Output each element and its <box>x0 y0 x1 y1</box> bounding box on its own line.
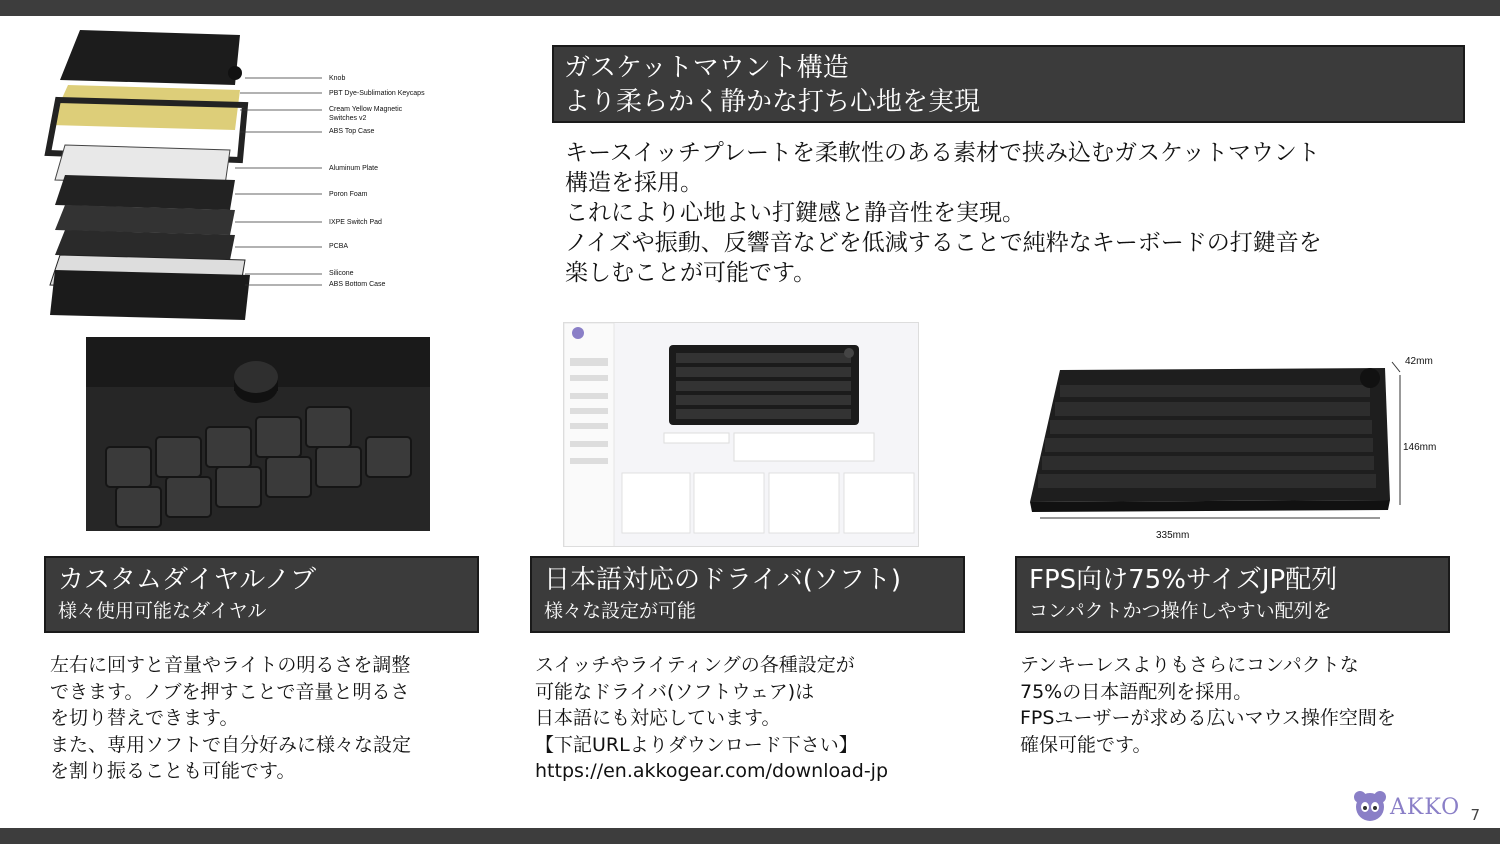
layout-title: FPS向け75%サイズJP配列 <box>1029 565 1338 595</box>
driver-desc-line: 日本語にも対応しています。 <box>535 707 781 729</box>
driver-desc-line: 【下記URLよりダウンロード下さい】 <box>535 733 858 756</box>
layout-desc-line: 75%の日本語配列を採用。 <box>1020 680 1253 703</box>
knob-desc-line: できます。ノブを押すことで音量と明るさ <box>50 680 410 703</box>
akko-logo-text: AKKO <box>1390 795 1461 820</box>
label-switch-pad: IXPE Switch Pad <box>329 219 382 226</box>
knob-desc-line: を割り振ることも可能です。 <box>50 760 296 782</box>
dim-width-label: 335mm <box>1156 530 1190 541</box>
label-switches-2: Switches v2 <box>329 115 367 122</box>
gasket-desc-line: キースイッチプレートを柔軟性のある素材で挟み込むガスケットマウント <box>565 140 1320 166</box>
top-bar <box>0 0 1500 16</box>
driver-desc-line: スイッチやライティングの各種設定が <box>535 654 855 676</box>
label-plate: Aluminum Plate <box>329 165 379 172</box>
akko-mascot-icon <box>1352 789 1388 825</box>
dim-depth-label: 146mm <box>1403 442 1437 453</box>
label-pcba: PCBA <box>329 243 349 250</box>
label-switches-1: Cream Yellow Magnetic <box>329 106 403 113</box>
driver-description <box>535 652 888 785</box>
knob-title: カスタムダイヤルノブ <box>58 565 317 595</box>
knob-subtitle: 様々使用可能なダイヤル <box>58 600 267 622</box>
keyboard-layers-illustration <box>48 30 250 320</box>
driver-title-box <box>530 556 965 633</box>
label-poron-foam: Poron Foam <box>329 191 368 198</box>
driver-desc-line: 可能なドライバ(ソフトウェア)は <box>535 680 815 703</box>
layout-title-box <box>1015 556 1450 633</box>
keyboard-dimensions-illustration <box>1020 350 1460 545</box>
gasket-desc-line: これにより心地よい打鍵感と静音性を実現。 <box>565 200 1025 226</box>
bottom-bar <box>0 828 1500 844</box>
label-knob: Knob <box>329 75 346 82</box>
gasket-desc-line: ノイズや振動、反響音などを低減することで純粋なキーボードの打鍵音を <box>565 230 1322 256</box>
gasket-subtitle: より柔らかく静かな打ち心地を実現 <box>564 87 981 117</box>
layout-subtitle: コンパクトかつ操作しやすい配列を <box>1029 600 1332 622</box>
gasket-title: ガスケットマウント構造 <box>564 53 849 83</box>
download-url-link[interactable]: https://en.akkogear.com/download-jp <box>535 760 889 782</box>
label-top-case: ABS Top Case <box>329 128 375 135</box>
gasket-description <box>565 138 1322 288</box>
page-number: 7 <box>1470 806 1480 824</box>
knob-desc-line: を切り替えできます。 <box>50 707 239 729</box>
exploded-keyboard-diagram <box>40 25 460 325</box>
label-silicone: Silicone <box>329 270 354 277</box>
gasket-title-box <box>552 45 1465 123</box>
gasket-desc-line: 楽しむことが可能です。 <box>565 260 817 286</box>
label-bottom-case: ABS Bottom Case <box>329 281 386 288</box>
knob-title-box <box>44 556 479 633</box>
layout-desc-line: テンキーレスよりもさらにコンパクトな <box>1020 654 1359 676</box>
dim-height-label: 42mm <box>1405 356 1433 367</box>
driver-title: 日本語対応のドライバ(ソフト) <box>544 565 901 595</box>
layout-desc-line: 確保可能です。 <box>1020 733 1152 756</box>
knob-desc-line: 左右に回すと音量やライトの明るさを調整 <box>50 654 411 676</box>
driver-software-screenshot <box>563 322 919 547</box>
knob-desc-line: また、専用ソフトで自分好みに様々な設定 <box>50 733 412 756</box>
gasket-desc-line: 構造を採用。 <box>565 170 703 196</box>
driver-subtitle: 様々な設定が可能 <box>544 600 697 622</box>
knob-description <box>50 652 411 785</box>
layout-desc-line: FPSユーザーが求める広いマウス操作空間を <box>1020 707 1396 729</box>
label-keycaps: PBT Dye-Sublimation Keycaps <box>329 90 425 97</box>
akko-logo <box>1352 787 1472 827</box>
knob-photo <box>86 337 430 531</box>
layout-description <box>1020 652 1396 758</box>
